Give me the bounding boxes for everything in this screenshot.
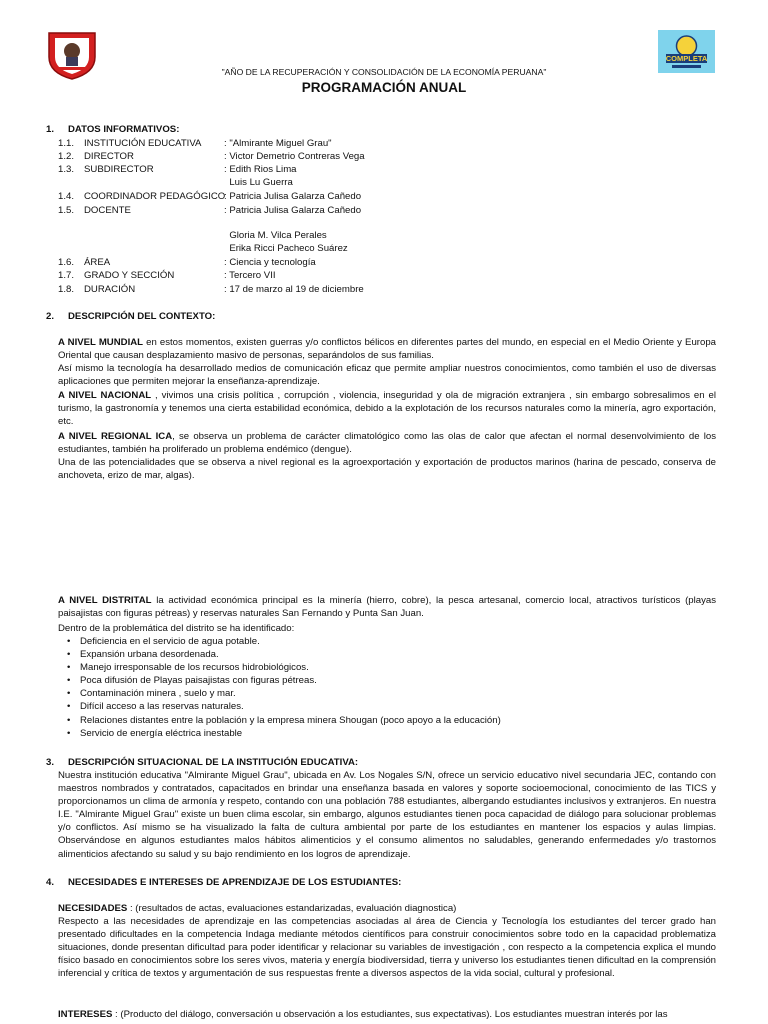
nacional-text: , vivimos una crisis política , corrupción , violencia, inseguridad y ola de migración extranjera , sin embargo sobresalimos en el turismo, la gastronomía y tenemos una cierta estabilidad económica, debido a la explotación de los recursos naturales como la minería, agro exportación, etc. bbox=[58, 390, 716, 428]
info-row-label: ÁREA bbox=[84, 257, 111, 268]
info-row-value: : Victor Demetrio Contreras Vega bbox=[224, 151, 365, 162]
info-row-number: 1.3. bbox=[58, 164, 75, 175]
distrital-text: la actividad económica principal es la minería (hierro, cobre), la pesca artesanal, comercio local, atractivos turísticos (playas paisajistas con figuras pétreas) y reservas naturales San Fernando y Punta San Juan. bbox=[58, 595, 717, 620]
intereses-text: : (Producto del diálogo, conversación u observación a los estudiantes, sus expectativas). Los estudiantes muestran interés por las bbox=[112, 1009, 668, 1020]
context-mundial bbox=[58, 336, 716, 362]
info-row-label: DOCENTE bbox=[84, 205, 131, 216]
info-row-label: SUBDIRECTOR bbox=[84, 164, 154, 175]
mundial-text: en estos momentos, existen guerras y/o conflictos bélicos en diferentes partes del mundo, en especial en el Medio Oriente y Europa Oriental que causan desplazamiento masivo de personas, separándolos de sus familias. bbox=[58, 337, 716, 362]
problem-list bbox=[58, 635, 501, 740]
context-potencialidades: Una de las potencialidades que se observa a nivel regional es la agroexportación y exportación de productos marinos (harina de pescado, conserva de anchoveta, erizo de mar, algas). bbox=[58, 457, 716, 482]
problem-list-item: • Poca difusión de Playas paisajistas con figuras pétreas. bbox=[58, 674, 501, 687]
situacional-text: Nuestra institución educativa "Almirante Miguel Grau", ubicada en Av. Los Nogales S/N, ofrece un servicio educativo nivel secundaria JEC, contando con maestros nombrados y contratados, capacitados en brindar una enseñanza basada en valores y soporte socioemocional, conocimiento de las TICS y proporcionamos un clima de armonía y respeto, contando con una población 788 estudiantes, albergando estudiantes inclusivos y extranjeros. En nuestra I.E. "Almirante Miguel Grau" existe un buen clima escolar, sin embargo, algunos estudiantes tienen poca capacidad de diálogo para solucionar problemas y/o conflictos. Así mismo se ha visualizado la falta de cultura ambiental por parte de los estudiantes en mantener los espacios y aulas limpias. Observándose en algunos estudiantes malos hábitos alimenticios y el consumo alimentos no saludables, generando enfermedades y/o trastornos alimenticios afectando su salud y su bajo rendimiento en los logros de aprendizaje. bbox=[58, 770, 716, 860]
problem-list-item: • Manejo irresponsable de los recursos hidrobiológicos. bbox=[58, 661, 501, 674]
info-row-label: GRADO Y SECCIÓN bbox=[84, 270, 175, 281]
mundial-label: A NIVEL MUNDIAL bbox=[58, 337, 144, 348]
info-row-value: Luis Lu Guerra bbox=[224, 177, 293, 188]
page-title: PROGRAMACIÓN ANUAL bbox=[301, 80, 467, 95]
info-row-label: COORDINADOR PEDAGÓGICO bbox=[84, 191, 226, 202]
distrital-label: A NIVEL DISTRITAL bbox=[58, 595, 152, 606]
context-distrital bbox=[58, 594, 716, 620]
info-row-number: 1.2. bbox=[58, 151, 75, 162]
info-row bbox=[58, 190, 362, 203]
info-row bbox=[58, 269, 276, 282]
regional-text: , se observa un problema de carácter climatológico como las olas de calor que afectan el normal desenvolvimiento de los estudiantes, también ha proliferado un problema endémico (dengue). bbox=[58, 431, 717, 456]
context-regional bbox=[58, 430, 716, 456]
year-motto: "AÑO DE LA RECUPERACIÓN Y CONSOLIDACIÓN DE LA ECONOMÍA PERUANA" bbox=[221, 67, 547, 77]
info-row-number: 1.8. bbox=[58, 284, 75, 295]
regional-label: A NIVEL REGIONAL ICA bbox=[58, 431, 173, 442]
problem-list-item: • Relaciones distantes entre la población y la empresa minera Shougan (poco apoyo a la educación) bbox=[58, 714, 501, 727]
problem-list-item: • Difícil acceso a las reservas naturales. bbox=[58, 700, 501, 713]
necesidades-line bbox=[58, 902, 716, 915]
info-row bbox=[58, 204, 362, 217]
info-row bbox=[58, 137, 332, 150]
section-1-heading bbox=[46, 123, 179, 136]
right-logo-text: COMPLETA bbox=[665, 54, 708, 63]
intereses-label: INTERESES bbox=[58, 1009, 113, 1020]
section-2-number: 2. bbox=[46, 311, 55, 322]
section-2-title: DESCRIPCIÓN DEL CONTEXTO: bbox=[68, 311, 216, 322]
info-row-label: INSTITUCIÓN EDUCATIVA bbox=[84, 138, 202, 149]
info-row-value: : 17 de marzo al 19 de diciembre bbox=[224, 284, 364, 295]
context-nacional bbox=[58, 389, 716, 428]
section-3-title: DESCRIPCIÓN SITUACIONAL DE LA INSTITUCIÓN EDUCATIVA: bbox=[68, 757, 359, 768]
info-row-value: : Patricia Julisa Galarza Cañedo bbox=[224, 191, 362, 202]
section-4-number: 4. bbox=[46, 877, 55, 888]
info-row bbox=[58, 176, 293, 189]
nacional-label: A NIVEL NACIONAL bbox=[58, 390, 152, 401]
info-row bbox=[58, 242, 348, 255]
info-row-value: Erika Ricci Pacheco Suárez bbox=[224, 243, 348, 254]
info-row-label: DURACIÓN bbox=[84, 284, 136, 295]
info-row-value: : Tercero VII bbox=[224, 270, 276, 281]
section-3-heading bbox=[46, 756, 358, 769]
necesidades-note: : (resultados de actas, evaluaciones estandarizadas, evaluación diagnostica) bbox=[127, 903, 457, 914]
info-row-value: : Edith Rios Lima bbox=[224, 164, 297, 175]
info-row-number: 1.1. bbox=[58, 138, 75, 149]
section-2-heading bbox=[46, 310, 215, 323]
info-row-value: : Ciencia y tecnología bbox=[224, 257, 316, 268]
info-row bbox=[58, 256, 316, 269]
necesidades-text: Respecto a las necesidades de aprendizaje en las competencias asociadas al área de Ciencia y Tecnología los estudiantes del tercer grado han presentado dificultades en la competencia Indaga mediante métodos científicos para construir conocimientos sobre todo en la capacidad problematiza situaciones, donde presentan dificultad para poder identificar y relacionar su variables de investigación , con respecto a la competencia explica el mundo físico basado en conocimientos sobre los seres vivos, materia y energía biodiversidad, tierra y universo los estudiantes tienen dificultad en la comprensión inferencial y crítica de textos y argumentación de sus respuestas frente a diversos aspectos de la vida social, cultural y profesional. bbox=[58, 916, 716, 980]
necesidades-label: NECESIDADES bbox=[58, 903, 128, 914]
info-row-number: 1.6. bbox=[58, 257, 75, 268]
section-4-title: NECESIDADES E INTERESES DE APRENDIZAJE DE LOS ESTUDIANTES: bbox=[68, 877, 402, 888]
info-row-number: 1.7. bbox=[58, 270, 75, 281]
info-row-value: : "Almirante Miguel Grau" bbox=[224, 138, 332, 149]
problem-list-item: • Servicio de energía eléctrica inestable bbox=[58, 727, 501, 740]
info-row-value: : Patricia Julisa Galarza Cañedo bbox=[224, 205, 362, 216]
info-row-number: 1.4. bbox=[58, 191, 75, 202]
section-1-number: 1. bbox=[46, 124, 55, 135]
section-3-number: 3. bbox=[46, 757, 55, 768]
problem-list-item: • Contaminación minera , suelo y mar. bbox=[58, 687, 501, 700]
problem-list-item: • Expansión urbana desordenada. bbox=[58, 648, 501, 661]
info-row bbox=[58, 229, 327, 242]
info-row-label: DIRECTOR bbox=[84, 151, 134, 162]
intereses-line bbox=[58, 1008, 716, 1021]
problem-list-item: • Deficiencia en el servicio de agua potable. bbox=[58, 635, 501, 648]
info-row-number: 1.5. bbox=[58, 205, 75, 216]
info-row bbox=[58, 150, 365, 163]
info-row bbox=[58, 163, 297, 176]
info-row-value: Gloria M. Vilca Perales bbox=[224, 230, 327, 241]
context-tecnologia: Así mismo la tecnología ha desarrollado medios de comunicación eficaz que permite ampliar nuestros conocimientos, como también el uso de diversas aplicaciones que permiten mejorar la enseñanza-aprendizaje. bbox=[58, 363, 716, 388]
problematica-intro: Dentro de la problemática del distrito se ha identificado: bbox=[58, 623, 295, 634]
section-4-heading bbox=[46, 876, 401, 889]
info-row bbox=[58, 283, 364, 296]
section-1-title: DATOS INFORMATIVOS: bbox=[68, 124, 180, 135]
